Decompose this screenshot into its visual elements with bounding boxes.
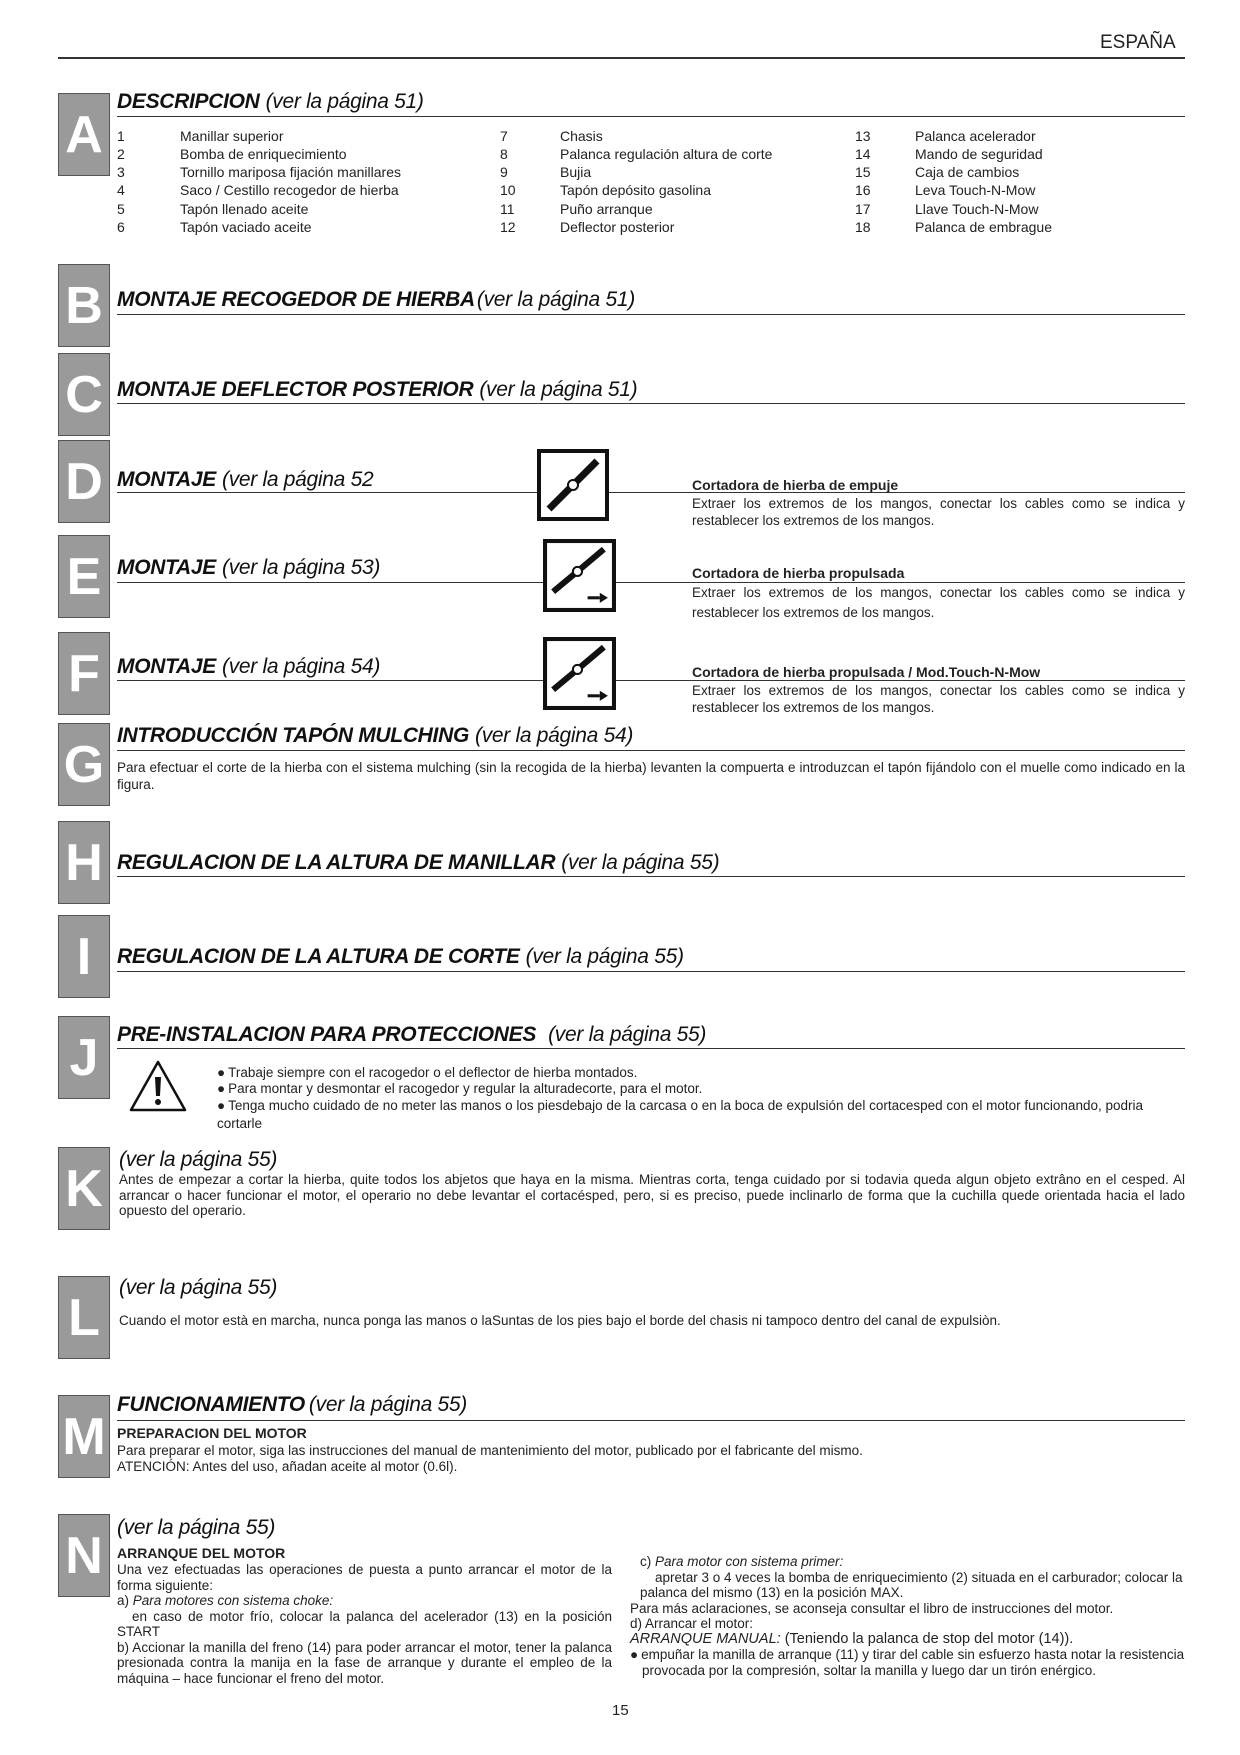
section-g-heading [117,724,633,748]
section-i-heading [117,945,684,969]
section-h-page-ref: (ver la página 55) [561,851,720,874]
part-label: Saco / Cestillo recogedor de hierba [180,182,399,198]
section-letter-k: K [58,1147,110,1230]
section-d-title: MONTAJE [117,468,217,491]
section-b-page-ref: (ver la página 51) [476,288,635,311]
section-n-a-label: a) [117,1593,133,1608]
country-label: ESPAÑA [1100,32,1176,53]
part-label: Palanca de embrague [915,219,1052,235]
section-n-bullet: ● empuñar la manilla de arranque (11) y tirar del cable sin esfuerzo hasta notar la resistencia provocada por la compresión, soltar la manilla y luego dar un tirón enérgico. [630,1647,1190,1678]
section-letter-l: L [58,1276,110,1359]
section-d-subtitle: Cortadora de hierba de empuje [692,477,899,493]
section-b-title: MONTAJE RECOGEDOR DE HIERBA [117,288,475,311]
section-n-b-text: b) Accionar la manilla del freno (14) para poder arrancar el motor, tener la palanca presionada contra la manija en la fase de arranque y durante el empleo de la máquina – hace funcionar el freno del motor. [117,1639,612,1686]
section-a-page-ref: (ver la página 51) [265,90,424,113]
part-label: Bomba de enriquecimiento [180,146,347,162]
section-m-line-2: ATENCIÓN: Antes del uso, añadan aceite al motor (0.6l). [117,1459,458,1474]
section-n-manual-text: (Teniendo la palanca de stop del motor (14)). [780,1630,1074,1647]
section-i-title: REGULACION DE LA ALTURA DE CORTE [117,945,520,968]
part-number: 9 [500,164,508,180]
section-letter-a: A [58,93,110,176]
part-label: Palanca acelerador [915,128,1036,144]
section-n-c-text: apretar 3 o 4 veces la bomba de enriquecimiento (2) situada en el carburador; colocar la palanca del mismo (13) en la posición MAX. [640,1569,1183,1600]
section-e-page-ref: (ver la página 53) [222,556,381,579]
warning-triangle-icon [128,1059,188,1113]
section-n-more: Para más aclaraciones, se aconseja consultar el libro de instrucciones del motor. [630,1600,1114,1616]
section-e-subtitle: Cortadora de hierba propulsada [692,565,905,581]
part-number: 10 [500,182,516,198]
section-l-page-ref: (ver la página 55) [119,1276,278,1299]
section-n-a-heading [117,1593,612,1609]
section-m-rule [117,1420,1185,1421]
section-n-intro: Una vez efectuadas las operaciones de puesta a punto arrancar el motor de la forma siguiente: [117,1562,612,1593]
section-letter-i: I [58,915,110,998]
part-label: Palanca regulación altura de corte [560,146,773,162]
section-letter-m: M [58,1395,110,1478]
part-label: Bujia [560,164,592,180]
part-number: 2 [117,146,125,162]
section-b-heading [117,288,635,312]
part-label: Tapón llenado aceite [180,201,309,217]
section-n-c-heading [630,1554,1190,1570]
section-i-page-ref: (ver la página 55) [525,945,684,968]
section-c-page-ref: (ver la página 51) [479,378,638,401]
part-label: Manillar superior [180,128,284,144]
part-number: 11 [500,201,515,217]
section-n-a-text: en caso de motor frío, colocar la palanca del acelerador (13) en la posición START [117,1608,612,1639]
part-number: 5 [117,201,125,217]
section-f-subtitle: Cortadora de hierba propulsada / Mod.Touch-N-Mow [692,664,1041,680]
section-e-text: Extraer los extremos de los mangos, conectar los cables como se indica y restablecer los extremos de los mangos. [692,585,1185,620]
section-j-bullet-1: ● Trabaje siempre con el racogedor o el deflector de hierba montados. [217,1065,637,1082]
section-e-title: MONTAJE [117,556,217,579]
part-number: 6 [117,219,125,235]
section-g-title: INTRODUCCIÓN TAPÓN MULCHING [117,724,469,747]
part-label: Tapón depósito gasolina [560,182,712,198]
section-i-rule [117,971,1185,972]
part-label: Tapón vaciado aceite [180,219,312,235]
section-m-heading [117,1393,467,1417]
section-j-heading [117,1023,706,1047]
section-g-page-ref: (ver la página 54) [475,724,634,747]
section-a-rule [117,116,1185,117]
part-number: 13 [855,128,871,144]
part-number: 4 [117,182,125,198]
part-number: 14 [855,146,871,162]
section-n-right-column [630,1554,1190,1678]
section-d-heading [117,468,373,492]
part-number: 7 [500,128,508,144]
part-number: 16 [855,182,871,198]
section-letter-b: B [58,264,110,347]
part-label: Puño arranque [560,201,653,217]
section-e-heading [117,556,380,580]
section-j-bullet-3: ● Tenga mucho cuidado de no meter las manos o los piesdebajo de la carcasa o en la boca de expulsión del cortacesped con el motor funcionando, podria cortarle [217,1097,1185,1133]
section-j-title: PRE-INSTALACION PARA PROTECCIONES [117,1023,537,1046]
section-n-c-italic: Para motor con sistema primer: [655,1554,844,1569]
section-n-a-italic: Para motores con sistema choke: [132,1593,334,1608]
part-number: 18 [855,219,871,235]
section-c-title: MONTAJE DEFLECTOR POSTERIOR [117,378,474,401]
section-n-manual-label: ARRANQUE MANUAL: [630,1630,781,1647]
section-f-text: Extraer los extremos de los mangos, conectar los cables como se indica y restablecer los extremos de los mangos. [692,683,1185,715]
section-letter-h: H [58,821,110,904]
section-n-d-text: d) Arrancar el motor: [630,1616,754,1631]
section-letter-f: F [58,632,110,715]
section-c-rule [117,403,1185,404]
section-h-rule [117,876,1185,877]
part-label: Tornillo mariposa fijación manillares [180,164,401,180]
part-number: 1 [117,128,125,144]
section-c-heading [117,378,637,402]
section-h-title: REGULACION DE LA ALTURA DE MANILLAR [117,851,556,874]
section-letter-e: E [58,535,110,618]
part-label: Mando de seguridad [915,146,1043,162]
section-letter-j: J [58,1016,110,1099]
cable-connection-icon [537,449,609,521]
part-number: 17 [855,201,871,217]
section-g-rule [117,750,1185,751]
cable-drive-icon-e [543,539,616,612]
section-f-heading [117,655,380,679]
part-label: Leva Touch-N-Mow [915,182,1036,198]
section-b-rule [117,314,1185,315]
part-number: 15 [855,164,871,180]
section-n-subtitle: ARRANQUE DEL MOTOR [117,1545,286,1561]
section-h-heading [117,851,719,875]
section-m-line-1: Para preparar el motor, siga las instrucciones del manual de mantenimiento del motor, publicado por el fabricante del mismo. [117,1443,863,1458]
part-label: Deflector posterior [560,219,675,235]
section-k-text: Antes de empezar a cortar la hierba, quite todos los abjetos que haya en la misma. Mientras corta, tenga cuidado por si todavia queda algun objeto extrâno en el cesped. Al arrancar o hacer funcionar el motor, el operario no debe levantar el cortacésped, pero, si es preciso, puede inclinarlo de forma que la cuchilla quede orientada hacia el lado opuesto del operario. [119,1172,1185,1218]
part-number: 8 [500,146,508,162]
part-label: Chasis [560,128,603,144]
section-letter-n: N [58,1514,110,1597]
section-n-manual [630,1632,1190,1648]
section-m-page-ref: (ver la página 55) [308,1393,467,1416]
section-n-c-label: c) [640,1554,655,1569]
part-label: Caja de cambios [915,164,1020,180]
part-number: 12 [500,219,516,235]
section-d-rule [117,492,1185,493]
section-j-rule [117,1048,1185,1049]
section-a-title: DESCRIPCION [117,90,260,113]
cable-drive-icon-f [543,637,616,710]
section-m-title: FUNCIONAMIENTO [117,1393,305,1416]
section-k-page-ref: (ver la página 55) [119,1148,278,1171]
section-letter-g: G [58,723,110,806]
part-number: 3 [117,164,125,180]
section-m-subtitle: PREPARACION DEL MOTOR [117,1425,307,1441]
section-f-title: MONTAJE [117,655,217,678]
section-n-page-ref: (ver la página 55) [117,1516,276,1539]
section-f-page-ref: (ver la página 54) [222,655,381,678]
section-n-left-column [117,1562,612,1686]
section-j-bullet-2: ● Para montar y desmontar el racogedor y regular la alturadecorte, para el motor. [217,1081,702,1098]
section-d-text: Extraer los extremos de los mangos, conectar los cables como se indica y restablecer los extremos de los mangos. [692,496,1185,528]
section-j-page-ref: (ver la página 55) [548,1023,707,1046]
section-a-heading [117,90,424,114]
section-letter-d: D [58,440,110,523]
section-l-text: Cuando el motor està en marcha, nunca ponga las manos o laSuntas de los pies bajo el borde del chasis ni tampoco dentro del canal de expulsiòn. [119,1313,1001,1328]
top-rule [58,57,1185,59]
part-label: Llave Touch-N-Mow [915,201,1039,217]
page-number: 15 [612,1702,629,1719]
section-g-text: Para efectuar el corte de la hierba con el sistema mulching (sin la recogida de la hierba) levanten la compuerta e introduzcan el tapón fijándolo con el muelle como indicado en la figura. [117,760,1185,792]
section-letter-c: C [58,353,110,436]
section-d-page-ref: (ver la página 52 [222,468,374,491]
